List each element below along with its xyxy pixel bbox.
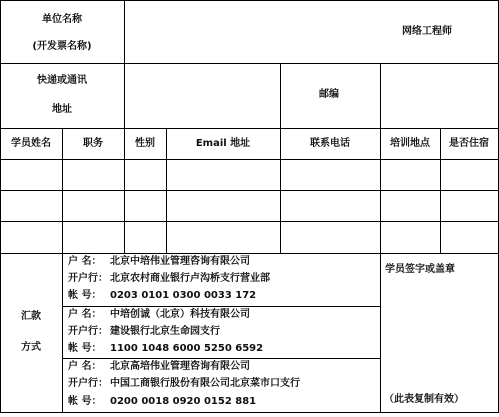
account-holder: 中培创诚（北京）科技有限公司 — [110, 309, 250, 320]
account-holder: 北京中培伟业管理咨询有限公司 — [110, 256, 250, 267]
account-holder-label: 户 名： — [68, 256, 102, 267]
account-bank-label: 开户行： — [68, 326, 108, 337]
rule — [124, 63, 125, 129]
rule — [380, 128, 381, 413]
address-label-2: 地址 — [52, 104, 72, 115]
rule — [0, 159, 499, 160]
rule — [0, 412, 499, 413]
rule — [0, 63, 499, 64]
account-number-label: 帐 号： — [68, 290, 102, 301]
rule — [124, 0, 125, 64]
account-bank-label: 开户行： — [68, 273, 108, 284]
course-title: 网络工程师 — [402, 26, 452, 37]
account-number: 0203 0101 0300 0033 172 — [110, 290, 257, 301]
account-number: 0200 0018 0920 0152 881 — [110, 396, 257, 407]
rule — [62, 306, 380, 307]
account-number-label: 帐 号： — [68, 396, 102, 407]
account-holder-label: 户 名： — [68, 361, 102, 372]
postcode-label: 邮编 — [319, 89, 339, 100]
rule — [0, 128, 499, 129]
rule — [380, 63, 381, 129]
account-holder: 北京高培伟业管理咨询有限公司 — [110, 361, 250, 372]
unit-name-label: 单位名称 — [42, 14, 82, 25]
account-number-label: 帐 号： — [68, 343, 102, 354]
header-accommodation: 是否住宿 — [449, 138, 489, 149]
account-bank: 建设银行北京生命园支行 — [110, 326, 220, 337]
rule — [0, 253, 499, 254]
signature-label: 学员签字或盖章 — [385, 264, 455, 275]
header-location: 培训地点 — [390, 138, 430, 149]
account-number: 1100 1048 6000 5250 6592 — [110, 343, 264, 354]
rule — [0, 221, 499, 222]
address-label: 快递或通讯 — [37, 75, 87, 86]
header-gender: 性别 — [135, 138, 155, 149]
copy-note: （此表复制有效） — [384, 394, 464, 405]
header-student-name: 学员姓名 — [11, 138, 51, 149]
remittance-label: 汇款 — [21, 311, 41, 322]
account-bank: 中国工商银行股份有限公司北京菜市口支行 — [110, 378, 300, 389]
header-email: Email 地址 — [195, 138, 251, 149]
rule — [0, 0, 499, 1]
header-phone: 联系电话 — [310, 138, 350, 149]
rule — [0, 190, 499, 191]
account-bank: 北京农村商业银行卢沟桥支行营业部 — [110, 273, 270, 284]
account-bank-label: 开户行： — [68, 378, 108, 389]
remittance-label-2: 方式 — [21, 342, 41, 353]
account-holder-label: 户 名： — [68, 309, 102, 320]
header-position: 职务 — [83, 138, 103, 149]
rule — [62, 128, 63, 413]
invoice-name-label: (开发票名称) — [32, 41, 92, 52]
rule — [62, 358, 380, 359]
rule — [280, 63, 281, 129]
